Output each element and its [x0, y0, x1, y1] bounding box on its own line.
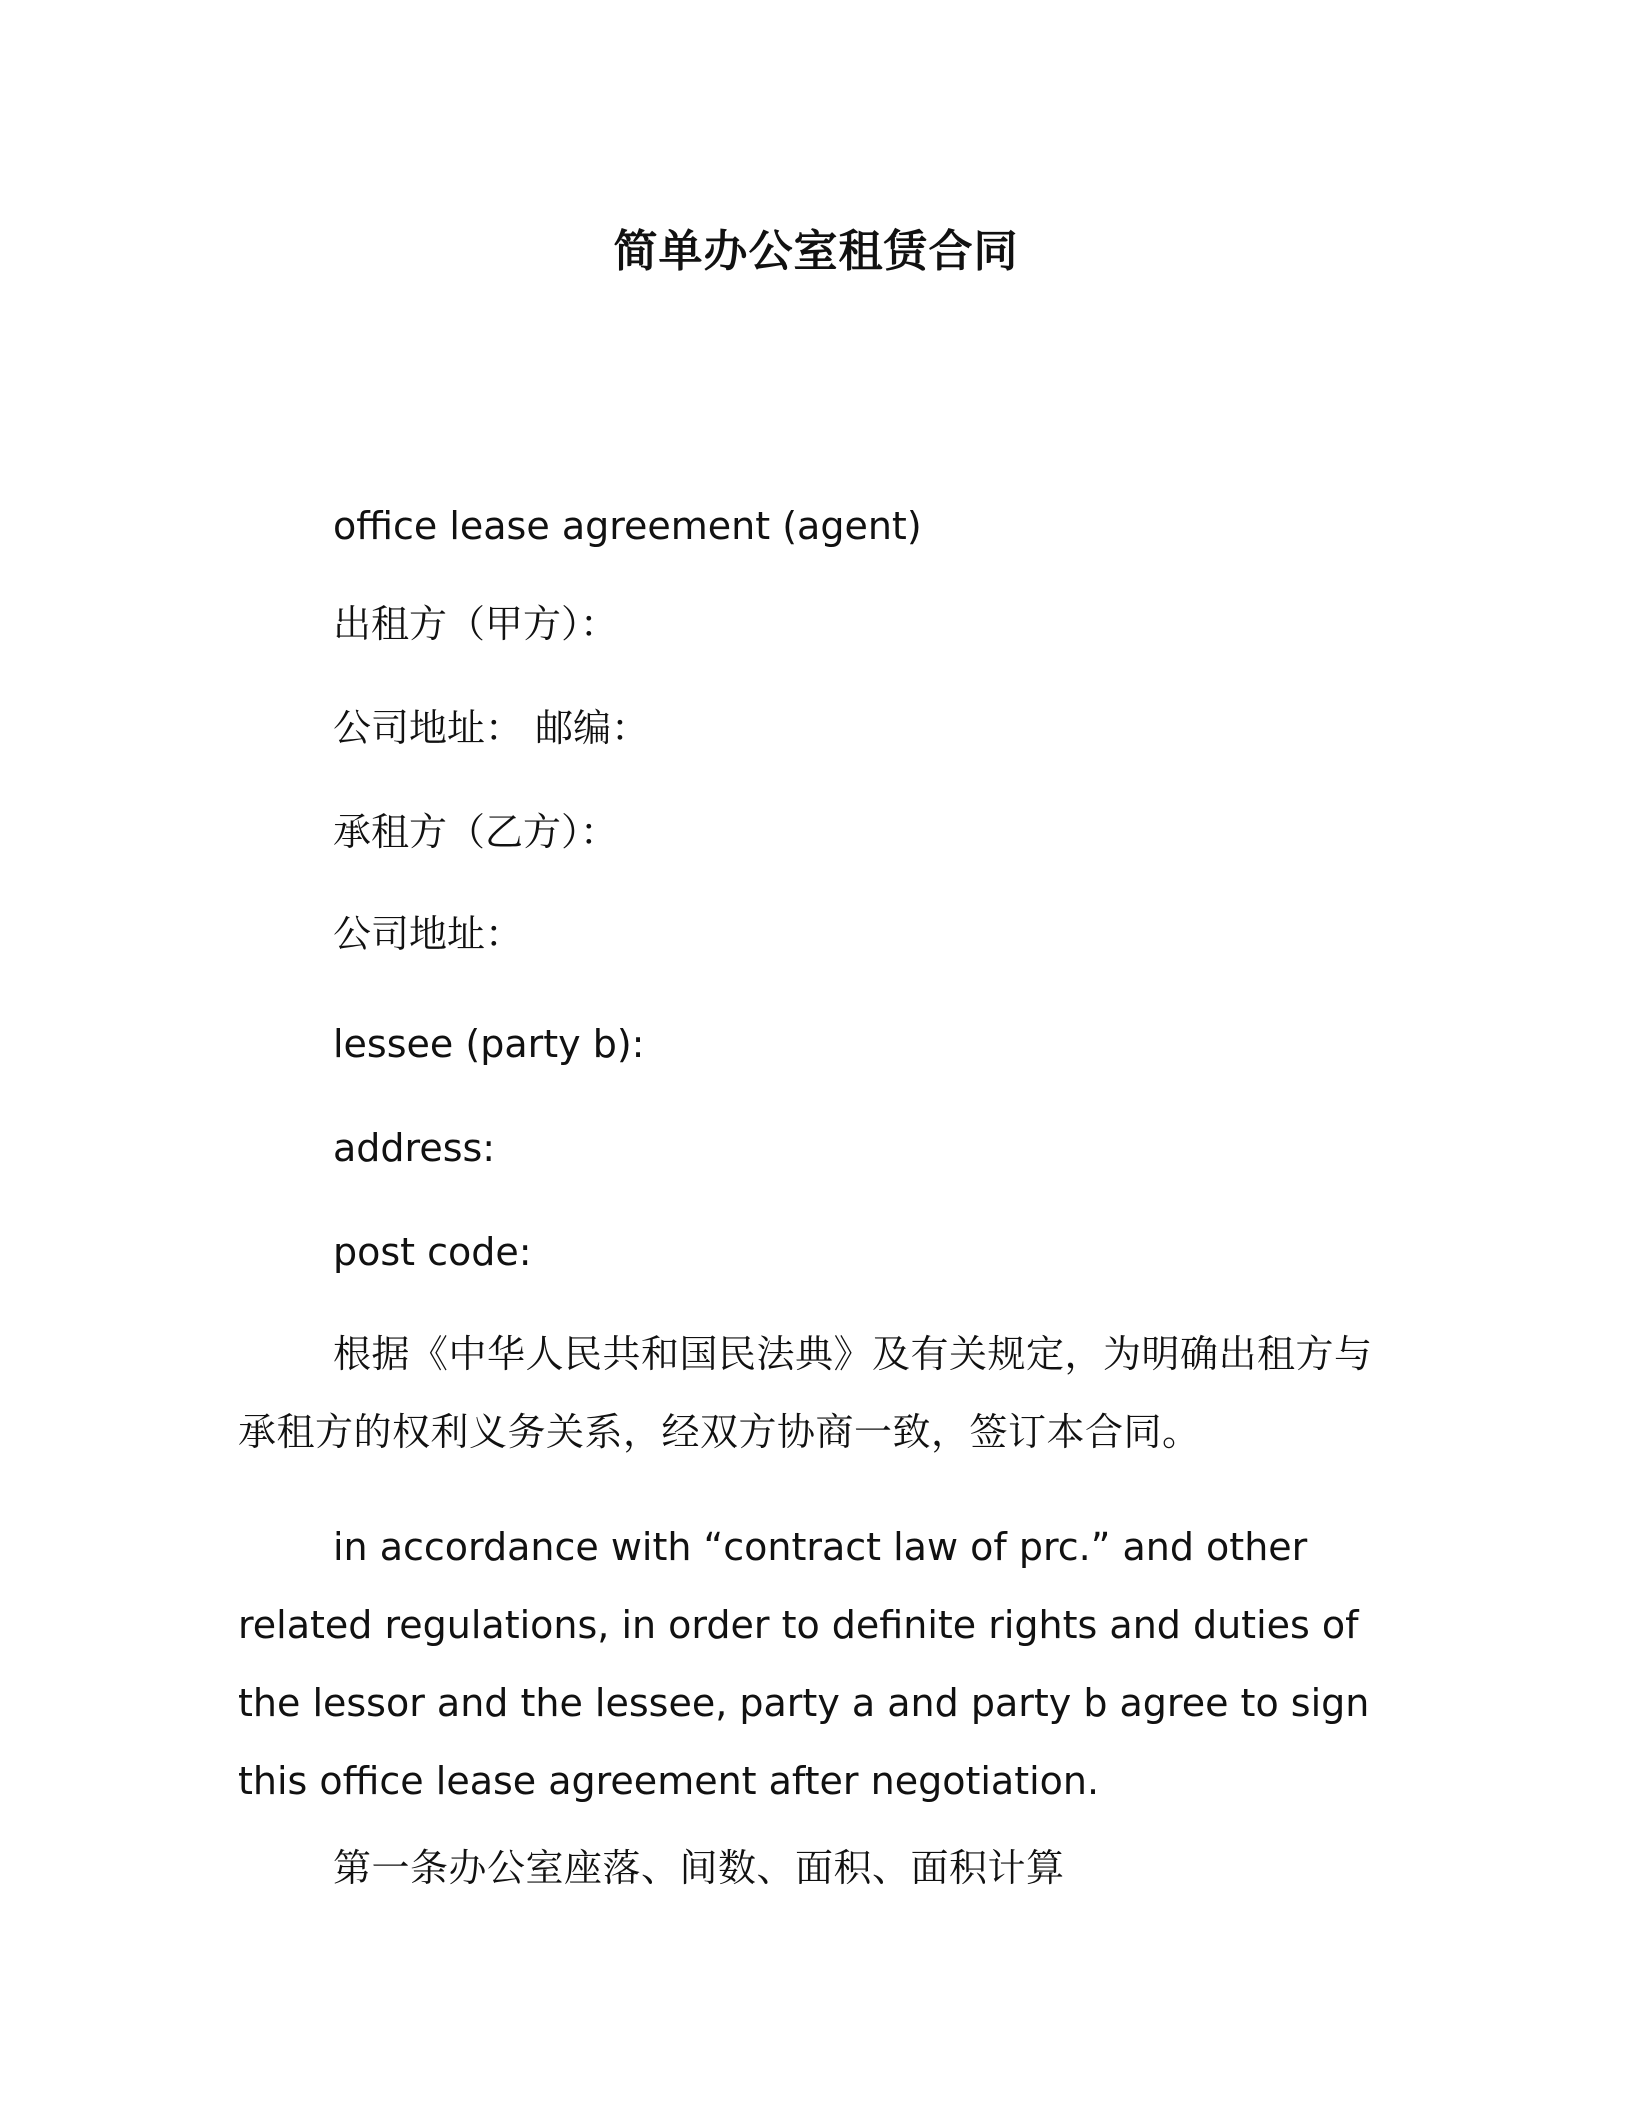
- lessee-cn-line: 承租方（乙方）：: [333, 810, 619, 854]
- lessee-en-line: lessee (party b):: [333, 1022, 645, 1066]
- article-1-heading: 第一条办公室座落、间数、面积、面积计算: [333, 1846, 1065, 1890]
- basis-paragraph-en: in accordance with “contract law of prc.” and other related regulations, in order to definite rights and duties of the lessor and the lessee, party a and party b agree to sign this office lease agreement after negotiation.: [238, 1525, 1370, 1803]
- post-code-en-line: post code:: [333, 1230, 532, 1274]
- lessor-address-line: 公司地址： 邮编：: [333, 706, 650, 750]
- subtitle-line: office lease agreement (agent): [333, 504, 922, 548]
- lessee-address-cn-line: 公司地址：: [333, 912, 524, 956]
- address-en-line: address:: [333, 1126, 496, 1170]
- document-title: 简单办公室租赁合同: [613, 226, 1019, 277]
- basis-paragraph-cn: 根据《中华人民共和国民法典》及有关规定，为明确出租方与承租方的权利义务关系，经双方协商一致，签订本合同。: [238, 1332, 1373, 1454]
- lessor-line: 出租方（甲方）：: [333, 602, 619, 646]
